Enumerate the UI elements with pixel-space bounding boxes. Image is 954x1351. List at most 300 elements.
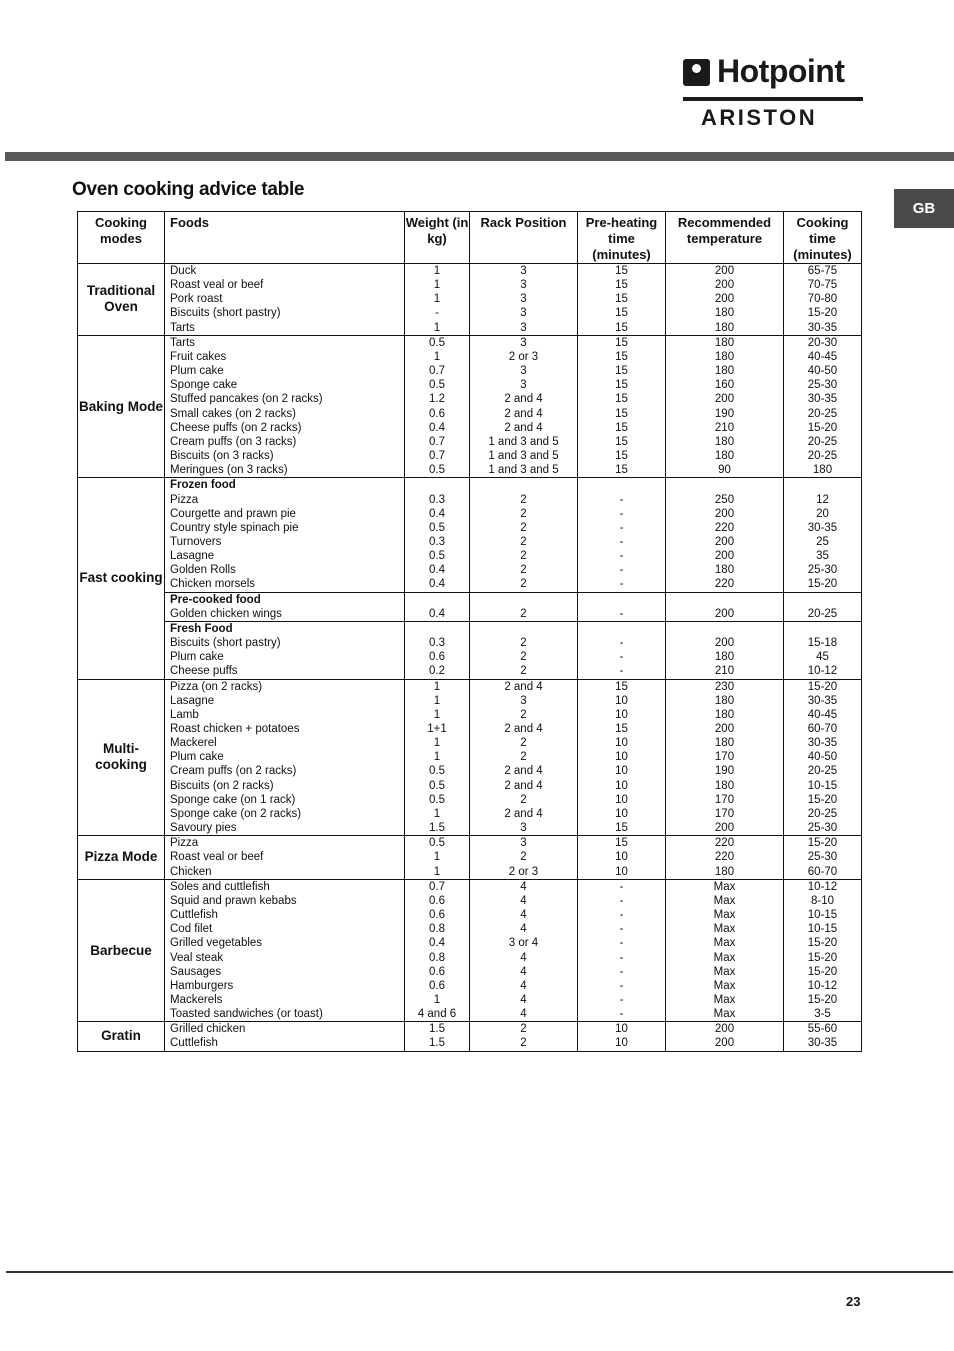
cell-value: 3: [520, 365, 527, 378]
column-header: Weight (in kg): [405, 212, 470, 264]
cell-value: 2: [520, 737, 527, 750]
table-row: [78, 879, 862, 1022]
cell-value: 30-35: [807, 694, 838, 707]
cell-value: 3: [520, 307, 527, 320]
food-cell: [165, 592, 405, 621]
cell-value: 200: [714, 507, 735, 520]
weight-cell: [405, 335, 470, 478]
cell-value: 1: [433, 751, 441, 764]
column-header: Foods: [165, 212, 405, 264]
cell-value: 1: [433, 737, 441, 750]
cell-value: 8-10: [810, 894, 835, 907]
rack-position-cell: [470, 621, 578, 679]
cell-value: Biscuits (short pastry): [170, 307, 281, 320]
cell-value: 15: [615, 279, 628, 292]
cooking-mode-cell: Pizza Mode: [78, 836, 165, 879]
cell-value: 20-25: [807, 807, 838, 820]
cell-value: 2: [520, 793, 527, 806]
cell-value: 2: [520, 708, 527, 721]
cell-value: 220: [714, 851, 735, 864]
cell-value: 3-5: [814, 1008, 831, 1021]
cell-value: 2: [520, 851, 527, 864]
table-row: [78, 478, 862, 592]
cell-value: 30-35: [807, 521, 838, 534]
cell-value: Savoury pies: [170, 822, 237, 835]
temperature-cell: [666, 679, 784, 836]
heading-spacer: [405, 478, 469, 492]
cooking-time-cell: [784, 335, 862, 478]
cell-value: 4: [520, 894, 527, 907]
heading-spacer: [666, 622, 783, 636]
cell-value: 180: [714, 694, 735, 707]
cell-value: 210: [714, 665, 735, 678]
cell-value: 0.3: [429, 535, 445, 548]
cell-value: 2: [520, 578, 527, 591]
cell-value: Golden Rolls: [170, 564, 236, 577]
food-cell: [165, 621, 405, 679]
cell-value: 200: [714, 1023, 735, 1036]
cell-value: Max: [713, 979, 736, 992]
cell-value: 200: [714, 637, 735, 650]
temperature-cell: [666, 264, 784, 336]
food-group-heading: Frozen food: [170, 479, 236, 492]
food-cell: [165, 679, 405, 836]
cell-value: Mackerels: [170, 993, 223, 1006]
weight-cell: [405, 621, 470, 679]
cell-value: 200: [714, 607, 735, 620]
cell-value: -: [619, 937, 624, 950]
food-cell: [165, 836, 405, 879]
cell-value: 170: [714, 751, 735, 764]
cell-value: Max: [713, 951, 736, 964]
cell-value: Lamb: [170, 708, 199, 721]
cell-value: 2: [520, 751, 527, 764]
cell-value: 15: [615, 450, 628, 463]
cell-value: 65-75: [807, 265, 838, 277]
cell-value: Max: [713, 909, 736, 922]
cell-value: 4: [520, 1008, 527, 1021]
cell-value: 0.7: [429, 450, 445, 463]
cell-value: 2 or 3: [508, 865, 539, 878]
cell-value: 70-80: [807, 293, 838, 306]
cell-value: 10-15: [807, 909, 838, 922]
cell-value: -: [619, 965, 624, 978]
cell-value: 10-15: [807, 779, 838, 792]
heading-spacer: [578, 478, 665, 492]
cell-value: 1 and 3 and 5: [488, 464, 559, 477]
temperature-cell: [666, 335, 784, 478]
cell-value: 210: [714, 421, 735, 434]
cell-value: 1: [433, 865, 441, 878]
cell-value: Fruit cakes: [170, 350, 227, 363]
cell-value: 15: [615, 837, 628, 850]
preheat-time-cell: [578, 592, 666, 621]
cell-value: 15: [615, 822, 628, 835]
cell-value: Duck: [170, 265, 197, 277]
cell-value: 180: [714, 365, 735, 378]
cell-value: -: [619, 535, 624, 548]
cell-value: 10: [615, 851, 628, 864]
weight-cell: [405, 478, 470, 592]
cell-value: 1+1: [427, 723, 447, 735]
cell-value: 2 and 4: [504, 765, 543, 778]
heading-spacer: [470, 478, 577, 492]
cooking-time-cell: [784, 478, 862, 592]
cell-value: 15: [615, 365, 628, 378]
cell-value: 10: [615, 737, 628, 750]
cooking-mode-cell: Multi-cooking: [78, 679, 165, 836]
cell-value: Max: [713, 993, 736, 1006]
cell-value: 180: [714, 321, 735, 334]
cell-value: Cheese puffs (on 2 racks): [170, 421, 302, 434]
cell-value: 10: [615, 708, 628, 721]
cell-value: 1: [433, 851, 441, 864]
cell-value: 180: [714, 336, 735, 349]
table-header-row: [78, 212, 862, 264]
cell-value: Veal steak: [170, 951, 224, 964]
table-row: [78, 592, 862, 621]
cell-value: 15: [615, 379, 628, 392]
cell-value: 3: [520, 379, 527, 392]
cell-value: 1: [433, 807, 441, 820]
cell-value: Pizza: [170, 837, 199, 850]
cell-value: 2: [520, 564, 527, 577]
cell-value: 1: [433, 265, 441, 277]
temperature-cell: [666, 478, 784, 592]
cell-value: 20-30: [807, 336, 838, 349]
cell-value: 25-30: [807, 564, 838, 577]
cell-value: Grilled vegetables: [170, 937, 263, 950]
column-header: Rack Position: [470, 212, 578, 264]
cell-value: Cheese puffs: [170, 665, 238, 678]
cell-value: 2 and 4: [504, 680, 543, 693]
heading-spacer: [784, 622, 861, 636]
cell-value: Hamburgers: [170, 979, 234, 992]
cell-value: 2 and 4: [504, 407, 543, 420]
cell-value: 4: [520, 923, 527, 936]
food-cell: [165, 879, 405, 1022]
cell-value: 30-35: [807, 393, 838, 406]
cell-value: 1: [433, 350, 441, 363]
cell-value: 0.5: [429, 336, 445, 349]
heading-spacer: [578, 622, 665, 636]
cell-value: 0.3: [429, 493, 445, 506]
food-cell: [165, 478, 405, 592]
cooking-mode-cell: Baking Mode: [78, 335, 165, 478]
cell-value: 70-75: [807, 279, 838, 292]
table-row: [78, 264, 862, 336]
cell-value: 20-25: [807, 435, 838, 448]
preheat-time-cell: [578, 335, 666, 478]
weight-cell: [405, 879, 470, 1022]
cell-value: Biscuits (short pastry): [170, 637, 281, 650]
cell-value: 10: [615, 779, 628, 792]
rack-position-cell: [470, 478, 578, 592]
cell-value: 15: [615, 407, 628, 420]
cell-value: 2 and 4: [504, 807, 543, 820]
cell-value: 0.5: [429, 793, 445, 806]
cell-value: 10-12: [807, 880, 838, 893]
cell-value: 3: [520, 293, 527, 306]
cell-value: 60-70: [807, 865, 838, 878]
preheat-time-cell: [578, 679, 666, 836]
cell-value: Grilled chicken: [170, 1023, 246, 1036]
cell-value: 180: [812, 464, 833, 477]
cell-value: 200: [714, 1037, 735, 1050]
cell-value: 10: [615, 865, 628, 878]
heading-spacer: [470, 593, 577, 607]
cell-value: 0.5: [429, 550, 445, 563]
cell-value: 0.6: [429, 965, 445, 978]
cell-value: 2 and 4: [504, 779, 543, 792]
cell-value: 10: [615, 765, 628, 778]
cell-value: 220: [714, 837, 735, 850]
cell-value: Tarts: [170, 336, 195, 349]
cell-value: 4 and 6: [417, 1008, 457, 1021]
cell-value: 20: [816, 507, 829, 520]
cell-value: 200: [714, 393, 735, 406]
cell-value: 1: [433, 321, 441, 334]
heading-spacer: [405, 622, 469, 636]
cell-value: 0.7: [429, 880, 445, 893]
cell-value: Meringues (on 3 racks): [170, 464, 288, 477]
cell-value: Max: [713, 923, 736, 936]
cell-value: -: [619, 564, 624, 577]
cell-value: Stuffed pancakes (on 2 racks): [170, 393, 323, 406]
cell-value: 2: [520, 535, 527, 548]
cell-value: Roast veal or beef: [170, 851, 264, 864]
column-header: Cooking modes: [78, 212, 165, 264]
cell-value: 0.6: [429, 979, 445, 992]
header-rule: [5, 152, 954, 161]
cell-value: 0.4: [429, 421, 445, 434]
cell-value: 2: [520, 665, 527, 678]
cell-value: 10: [615, 807, 628, 820]
footer-rule: [6, 1271, 953, 1273]
cell-value: 15: [615, 421, 628, 434]
preheat-time-cell: [578, 478, 666, 592]
cell-value: 15: [615, 307, 628, 320]
cell-value: 3: [520, 265, 527, 277]
cell-value: 15-18: [807, 637, 838, 650]
cell-value: 30-35: [807, 321, 838, 334]
cell-value: 15: [615, 464, 628, 477]
heading-spacer: [784, 478, 861, 492]
cell-value: Plum cake: [170, 365, 224, 378]
cell-value: 15: [615, 723, 628, 735]
cell-value: -: [619, 651, 624, 664]
food-group-heading: Fresh Food: [170, 622, 233, 635]
cell-value: 2: [520, 521, 527, 534]
cell-value: 20-25: [807, 450, 838, 463]
page-number: 23: [846, 1294, 861, 1309]
cell-value: 180: [714, 450, 735, 463]
preheat-time-cell: [578, 621, 666, 679]
cell-value: 20-25: [807, 407, 838, 420]
cell-value: -: [619, 951, 624, 964]
cooking-time-cell: [784, 264, 862, 336]
cell-value: 250: [714, 493, 735, 506]
cell-value: 4: [520, 979, 527, 992]
cell-value: -: [619, 1008, 624, 1021]
heading-spacer: [666, 593, 783, 607]
cell-value: 0.4: [429, 578, 445, 591]
brand-name: Hotpoint: [717, 53, 845, 89]
cell-value: 1: [433, 293, 441, 306]
cell-value: Golden chicken wings: [170, 607, 282, 620]
cell-value: 1.5: [429, 1023, 445, 1036]
preheat-time-cell: [578, 879, 666, 1022]
page-title: Oven cooking advice table: [72, 179, 305, 200]
weight-cell: [405, 836, 470, 879]
cell-value: 0.6: [429, 894, 445, 907]
cell-value: 15-20: [807, 680, 838, 693]
cell-value: 4: [520, 880, 527, 893]
hotpoint-logo-mark-icon: [683, 59, 710, 86]
temperature-cell: [666, 836, 784, 879]
heading-spacer: [784, 593, 861, 607]
cell-value: 0.6: [429, 651, 445, 664]
rack-position-cell: [470, 264, 578, 336]
cell-value: 25-30: [807, 379, 838, 392]
cell-value: 0.6: [429, 909, 445, 922]
cell-value: 180: [714, 350, 735, 363]
cell-value: 220: [714, 521, 735, 534]
cell-value: Max: [713, 1008, 736, 1021]
cell-value: 0.5: [429, 379, 445, 392]
cell-value: Pizza: [170, 493, 199, 506]
cell-value: 200: [714, 550, 735, 563]
cell-value: -: [619, 909, 624, 922]
cell-value: 4: [520, 965, 527, 978]
cooking-time-cell: [784, 592, 862, 621]
cell-value: 200: [714, 822, 735, 835]
cell-value: 3: [520, 321, 527, 334]
cell-value: 170: [714, 807, 735, 820]
cell-value: 3: [520, 336, 527, 349]
cell-value: -: [619, 521, 624, 534]
cell-value: 1: [433, 279, 441, 292]
cell-value: 0.6: [429, 407, 445, 420]
cooking-mode-cell: Traditional Oven: [78, 264, 165, 336]
cell-value: 2: [520, 550, 527, 563]
cell-value: 180: [714, 779, 735, 792]
cell-value: 15: [615, 265, 628, 277]
cell-value: 190: [714, 407, 735, 420]
food-cell: [165, 335, 405, 478]
rack-position-cell: [470, 679, 578, 836]
cell-value: 3 or 4: [508, 937, 539, 950]
cell-value: 15-20: [807, 937, 838, 950]
cell-value: Plum cake: [170, 751, 224, 764]
cell-value: 40-45: [807, 708, 838, 721]
cell-value: 1: [433, 993, 441, 1006]
cell-value: 15-20: [807, 421, 838, 434]
cell-value: 40-50: [807, 751, 838, 764]
food-cell: [165, 264, 405, 336]
cell-value: 2: [520, 607, 527, 620]
weight-cell: [405, 679, 470, 836]
cell-value: -: [619, 979, 624, 992]
language-tab: GB: [894, 189, 954, 228]
cell-value: 60-70: [807, 723, 838, 735]
cell-value: 3: [520, 837, 527, 850]
heading-spacer: [405, 593, 469, 607]
cell-value: Cream puffs (on 2 racks): [170, 765, 297, 778]
cell-value: Cod filet: [170, 923, 213, 936]
food-group-heading: Pre-cooked food: [170, 593, 261, 606]
temperature-cell: [666, 621, 784, 679]
cell-value: 15-20: [807, 578, 838, 591]
cell-value: Max: [713, 937, 736, 950]
cell-value: -: [619, 665, 624, 678]
cell-value: 15-20: [807, 965, 838, 978]
cell-value: Lasagne: [170, 694, 215, 707]
column-header: Pre-heating time (minutes): [578, 212, 666, 264]
weight-cell: [405, 592, 470, 621]
cell-value: 0.2: [429, 665, 445, 678]
cell-value: Sausages: [170, 965, 222, 978]
cell-value: Roast chicken + potatoes: [170, 723, 300, 735]
cell-value: 0.4: [429, 607, 445, 620]
cell-value: 180: [714, 651, 735, 664]
cell-value: 15: [615, 293, 628, 306]
cell-value: 190: [714, 765, 735, 778]
cell-value: 10-12: [807, 979, 838, 992]
cell-value: 15: [615, 336, 628, 349]
weight-cell: [405, 1022, 470, 1051]
table-row: [78, 679, 862, 836]
cell-value: Country style spinach pie: [170, 521, 299, 534]
heading-spacer: [470, 622, 577, 636]
cell-value: 200: [714, 293, 735, 306]
cell-value: 200: [714, 265, 735, 277]
rack-position-cell: [470, 1022, 578, 1051]
cell-value: 0.3: [429, 637, 445, 650]
cell-value: 0.4: [429, 564, 445, 577]
cell-value: 1.2: [429, 393, 445, 406]
cooking-time-cell: [784, 879, 862, 1022]
cell-value: -: [619, 880, 624, 893]
cell-value: 0.5: [429, 464, 445, 477]
cell-value: 0.4: [429, 937, 445, 950]
cell-value: -: [619, 993, 624, 1006]
cell-value: 0.5: [429, 765, 445, 778]
cell-value: 90: [718, 464, 731, 477]
cell-value: 25: [816, 535, 829, 548]
cell-value: 10: [615, 793, 628, 806]
cell-value: 1.5: [429, 1037, 445, 1050]
cell-value: 15: [615, 321, 628, 334]
cell-value: 35: [816, 550, 829, 563]
cooking-time-cell: [784, 1022, 862, 1051]
cell-value: 0.5: [429, 521, 445, 534]
cell-value: 2: [520, 507, 527, 520]
rack-position-cell: [470, 335, 578, 478]
cell-value: -: [619, 507, 624, 520]
cell-value: 3: [520, 822, 527, 835]
table-row: [78, 1022, 862, 1051]
temperature-cell: [666, 592, 784, 621]
cell-value: 200: [714, 535, 735, 548]
cell-value: Courgette and prawn pie: [170, 507, 296, 520]
preheat-time-cell: [578, 836, 666, 879]
cell-value: 10-15: [807, 923, 838, 936]
cell-value: 15: [615, 680, 628, 693]
cell-value: Biscuits (on 3 racks): [170, 450, 274, 463]
cell-value: 15: [615, 393, 628, 406]
cooking-advice-table: [77, 211, 862, 1052]
